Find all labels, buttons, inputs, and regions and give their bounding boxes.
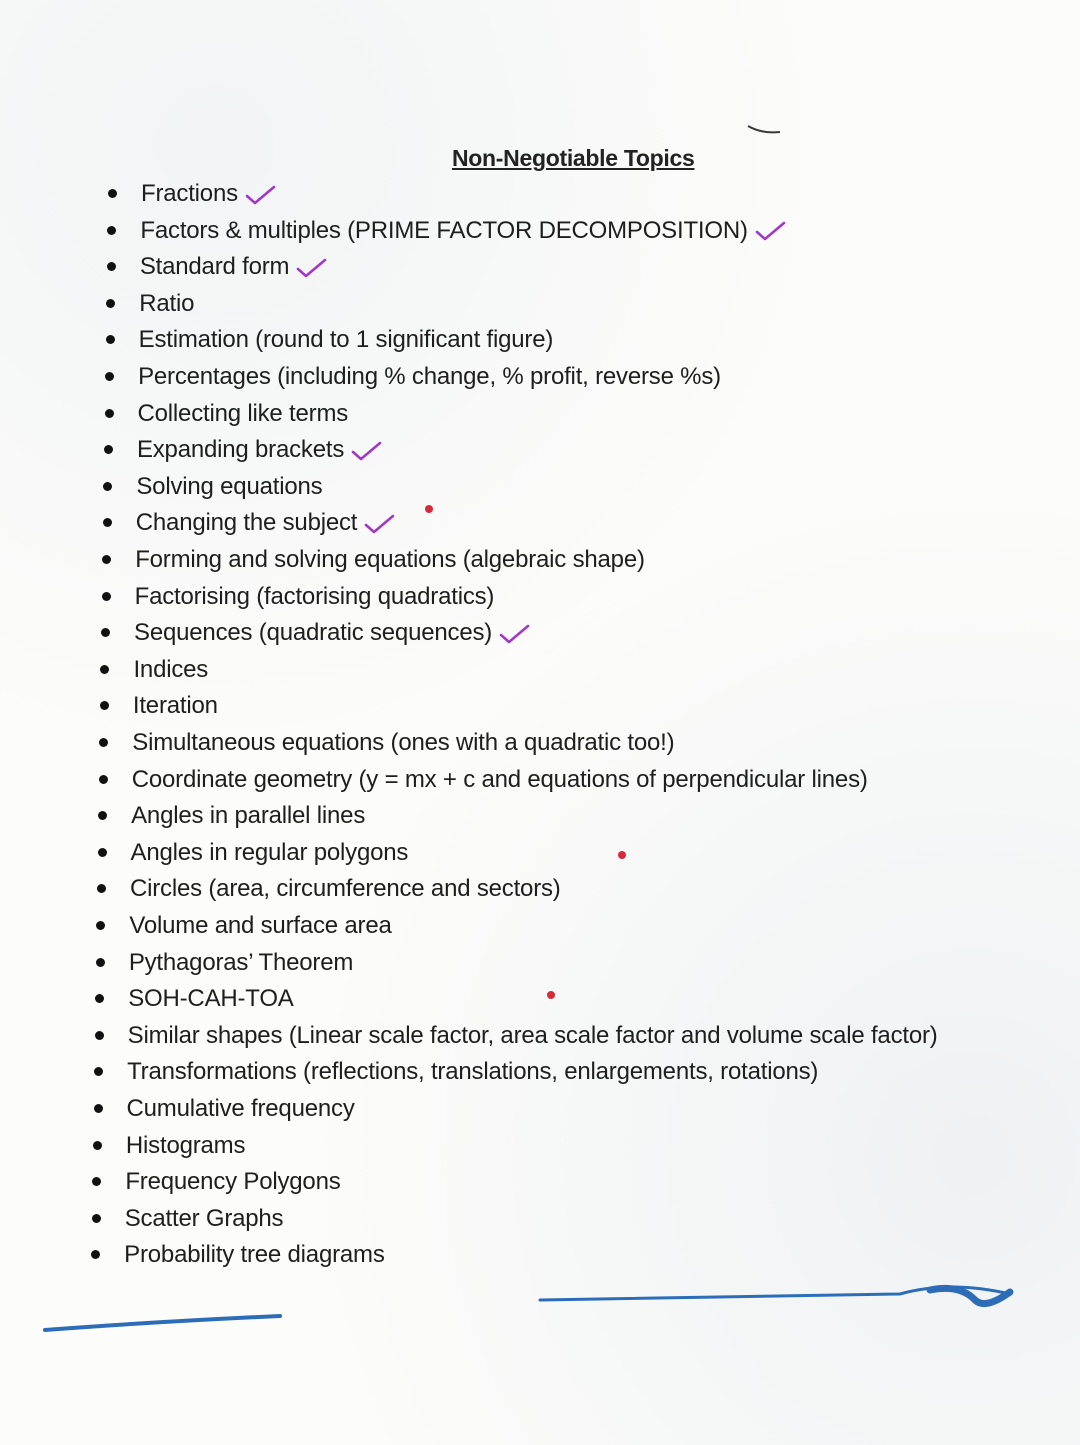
topic-label: Solving equations xyxy=(136,472,323,500)
topic-label: Iteration xyxy=(132,692,218,720)
topic-label: Angles in parallel lines xyxy=(131,802,366,830)
topic-label: Simultaneous equations (ones with a quadratic too!) xyxy=(132,729,675,756)
topic-label: Ratio xyxy=(139,289,195,317)
topic-label: Scatter Graphs xyxy=(124,1204,284,1232)
topic-label: Volume and surface area xyxy=(129,912,392,939)
topic-label: Cumulative frequency xyxy=(126,1095,355,1122)
topic-label: Similar shapes (Linear scale factor, area scale factor and volume scale factor) xyxy=(127,1021,938,1049)
topic-label: Circles (area, circumference and sectors) xyxy=(129,875,561,903)
topic-label: Standard form xyxy=(139,253,290,281)
topic-label: Percentages (including % change, % profit, reverse %s) xyxy=(138,363,721,390)
topic-label: Probability tree diagrams xyxy=(124,1241,385,1269)
topic-label: Sequences (quadratic sequences) xyxy=(134,619,493,647)
topic-label: Factors & multiples (PRIME FACTOR DECOMPOSITION) xyxy=(140,216,748,244)
topic-label: Indices xyxy=(133,655,209,683)
topic-label: Pythagoras’ Theorem xyxy=(128,948,354,976)
page-title: Non-Negotiable Topics xyxy=(452,145,695,171)
topic-label: Estimation (round to 1 significant figure) xyxy=(138,326,554,354)
topic-label: SOH-CAH-TOA xyxy=(128,985,294,1013)
topic-label: Histograms xyxy=(125,1131,246,1159)
topic-label: Transformations (reflections, translations, enlargements, rotations) xyxy=(127,1058,819,1086)
topic-label: Forming and solving equations (algebraic shape) xyxy=(135,546,645,573)
topic-label: Angles in regular polygons xyxy=(130,838,409,866)
topic-label: Factorising (factorising quadratics) xyxy=(134,582,495,610)
topic-label: Frequency Polygons xyxy=(125,1168,341,1196)
topic-label: Fractions xyxy=(141,180,238,207)
topic-label: Expanding brackets xyxy=(136,436,345,464)
topic-label: Changing the subject xyxy=(135,509,358,537)
topic-label: Coordinate geometry (y = mx + c and equations of perpendicular lines) xyxy=(131,765,868,793)
topic-label: Collecting like terms xyxy=(137,399,349,427)
